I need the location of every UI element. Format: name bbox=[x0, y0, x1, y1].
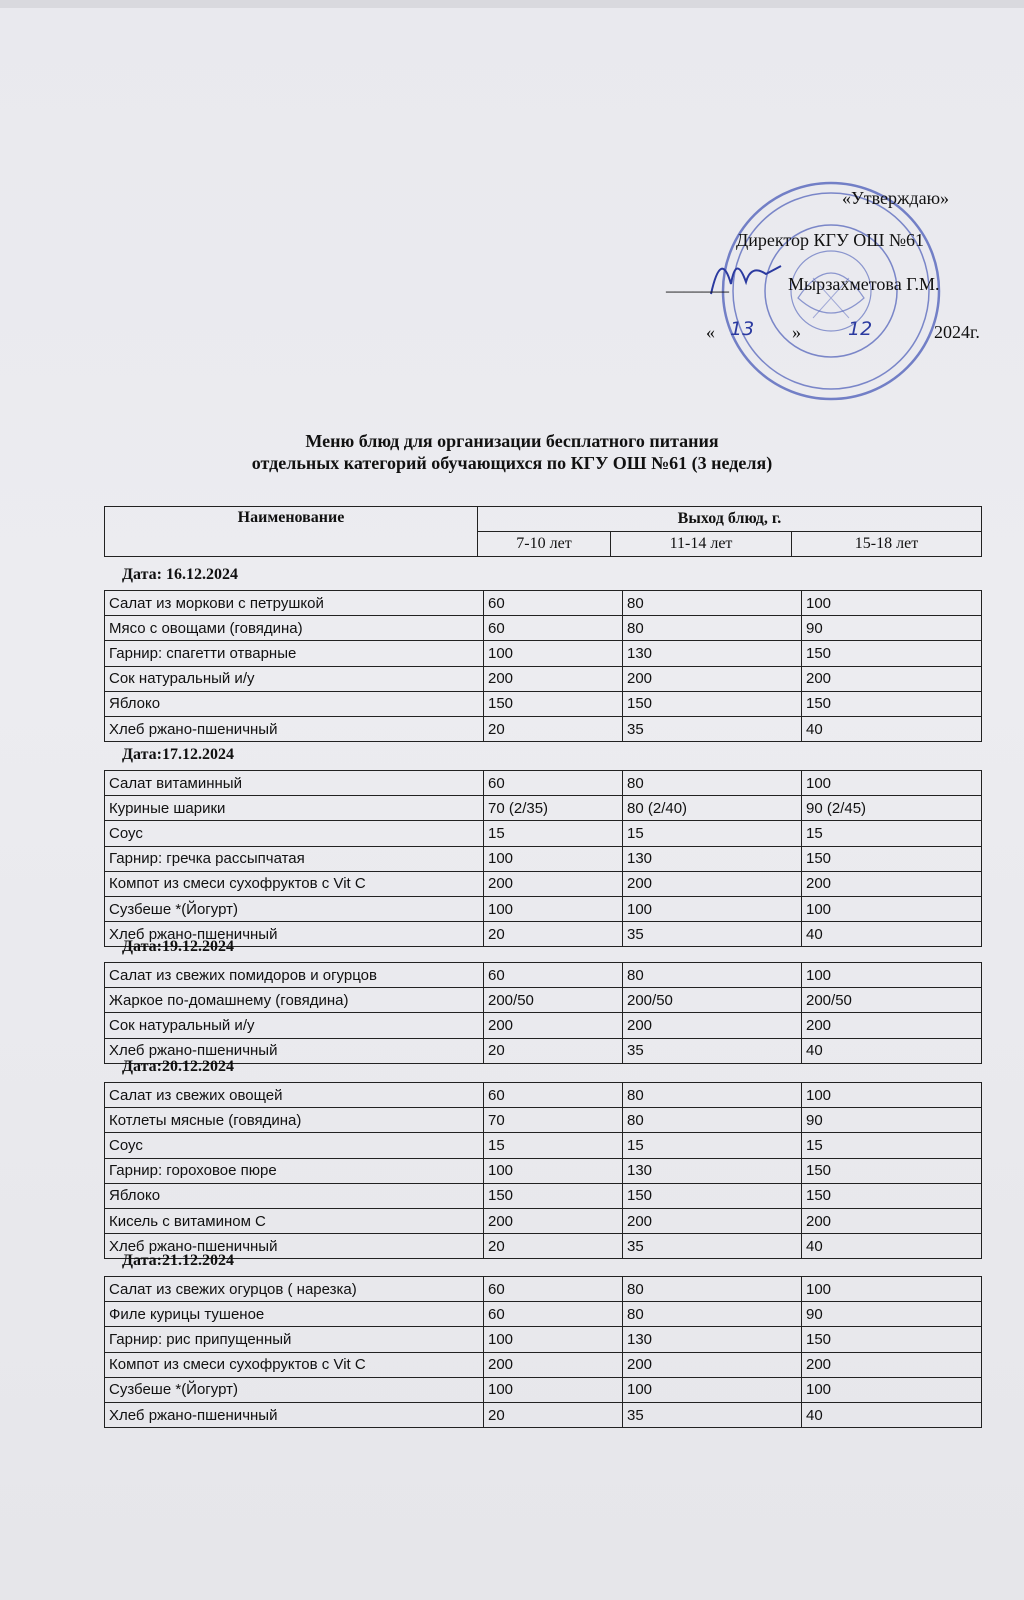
yield-15-18: 150 bbox=[802, 641, 982, 666]
director-name: Мырзахметова Г.М. bbox=[788, 274, 940, 294]
yield-11-14: 200 bbox=[623, 666, 802, 691]
page-title bbox=[0, 430, 1024, 474]
dish-name: Гарнир: спагетти отварные bbox=[105, 641, 484, 666]
yield-15-18: 90 bbox=[802, 1108, 982, 1133]
yield-11-14: 80 bbox=[623, 963, 802, 988]
dish-name: Филе курицы тушеное bbox=[105, 1302, 484, 1327]
yield-15-18: 100 bbox=[802, 1083, 982, 1108]
yield-7-10: 200 bbox=[484, 871, 623, 896]
yield-15-18: 200 bbox=[802, 1208, 982, 1233]
approval-year: 2024г. bbox=[934, 322, 980, 342]
yield-7-10: 20 bbox=[484, 1038, 623, 1063]
table-row bbox=[105, 1038, 982, 1063]
approval-date-mid: » bbox=[792, 322, 801, 342]
yield-7-10: 100 bbox=[484, 846, 623, 871]
yield-11-14: 80 bbox=[623, 616, 802, 641]
table-row bbox=[105, 1013, 982, 1038]
dish-name: Салат из свежих помидоров и огурцов bbox=[105, 963, 484, 988]
yield-15-18: 15 bbox=[802, 821, 982, 846]
header-age-7-10: 7-10 лет bbox=[478, 532, 611, 557]
dish-name: Гарнир: гороховое пюре bbox=[105, 1158, 484, 1183]
dish-name: Куриные шарики bbox=[105, 796, 484, 821]
day-menu-table bbox=[104, 1276, 982, 1428]
yield-11-14: 35 bbox=[623, 716, 802, 741]
yield-7-10: 100 bbox=[484, 1158, 623, 1183]
dish-name: Мясо с овощами (говядина) bbox=[105, 616, 484, 641]
yield-11-14: 15 bbox=[623, 1133, 802, 1158]
day-menu-table bbox=[104, 770, 982, 947]
yield-7-10: 100 bbox=[484, 896, 623, 921]
table-row bbox=[105, 1158, 982, 1183]
dish-name: Салат из свежих огурцов ( нарезка) bbox=[105, 1277, 484, 1302]
table-row bbox=[105, 896, 982, 921]
dish-name: Компот из смеси сухофруктов с Vit C bbox=[105, 1352, 484, 1377]
yield-7-10: 100 bbox=[484, 641, 623, 666]
yield-7-10: 200 bbox=[484, 1013, 623, 1038]
yield-11-14: 150 bbox=[623, 1183, 802, 1208]
yield-15-18: 40 bbox=[802, 1038, 982, 1063]
yield-7-10: 60 bbox=[484, 1277, 623, 1302]
yield-11-14: 130 bbox=[623, 1327, 802, 1352]
signature-line: _______ bbox=[666, 274, 729, 294]
dish-name: Сузбеше *(Йогурт) bbox=[105, 1377, 484, 1402]
yield-11-14: 80 bbox=[623, 1302, 802, 1327]
yield-11-14: 200/50 bbox=[623, 988, 802, 1013]
yield-11-14: 130 bbox=[623, 846, 802, 871]
dish-name: Соус bbox=[105, 821, 484, 846]
table-row bbox=[105, 796, 982, 821]
yield-15-18: 100 bbox=[802, 896, 982, 921]
day-menu-table bbox=[104, 590, 982, 742]
title-line-2: отдельных категорий обучающихся по КГУ ОШ №61 (3 неделя) bbox=[251, 453, 773, 473]
title-line-1: Меню блюд для организации бесплатного питания bbox=[305, 431, 719, 451]
yield-7-10: 20 bbox=[484, 922, 623, 947]
yield-15-18: 150 bbox=[802, 1183, 982, 1208]
yield-15-18: 40 bbox=[802, 1402, 982, 1427]
yield-11-14: 130 bbox=[623, 1158, 802, 1183]
table-row bbox=[105, 846, 982, 871]
yield-11-14: 35 bbox=[623, 1402, 802, 1427]
yield-15-18: 200 bbox=[802, 871, 982, 896]
dish-name: Хлеб ржано-пшеничный bbox=[105, 922, 484, 947]
dish-name: Гарнир: гречка рассыпчатая bbox=[105, 846, 484, 871]
table-row bbox=[105, 1277, 982, 1302]
document-page bbox=[0, 8, 1024, 1600]
yield-7-10: 15 bbox=[484, 1133, 623, 1158]
dish-name: Котлеты мясные (говядина) bbox=[105, 1108, 484, 1133]
yield-11-14: 100 bbox=[623, 896, 802, 921]
table-row bbox=[105, 1352, 982, 1377]
yield-11-14: 80 bbox=[623, 1083, 802, 1108]
day-date: Дата:20.12.2024 bbox=[122, 1058, 234, 1075]
yield-11-14: 80 bbox=[623, 1277, 802, 1302]
yield-11-14: 200 bbox=[623, 871, 802, 896]
yield-7-10: 150 bbox=[484, 1183, 623, 1208]
yield-11-14: 200 bbox=[623, 1013, 802, 1038]
approval-heading: «Утверждаю» bbox=[842, 188, 950, 208]
yield-7-10: 150 bbox=[484, 691, 623, 716]
dish-name: Хлеб ржано-пшеничный bbox=[105, 1234, 484, 1259]
table-row bbox=[105, 716, 982, 741]
table-row bbox=[105, 821, 982, 846]
director-title: Директор КГУ ОШ №61 bbox=[736, 230, 925, 250]
yield-15-18: 40 bbox=[802, 716, 982, 741]
table-row bbox=[105, 988, 982, 1013]
table-row bbox=[105, 691, 982, 716]
dish-name: Гарнир: рис припущенный bbox=[105, 1327, 484, 1352]
yield-11-14: 80 (2/40) bbox=[623, 796, 802, 821]
yield-11-14: 35 bbox=[623, 922, 802, 947]
approval-day: 13 bbox=[730, 318, 755, 340]
yield-7-10: 60 bbox=[484, 771, 623, 796]
yield-7-10: 100 bbox=[484, 1327, 623, 1352]
yield-11-14: 15 bbox=[623, 821, 802, 846]
yield-11-14: 80 bbox=[623, 591, 802, 616]
yield-7-10: 60 bbox=[484, 963, 623, 988]
dish-name: Хлеб ржано-пшеничный bbox=[105, 1038, 484, 1063]
yield-15-18: 200/50 bbox=[802, 988, 982, 1013]
yield-15-18: 100 bbox=[802, 771, 982, 796]
dish-name: Компот из смеси сухофруктов с Vit C bbox=[105, 871, 484, 896]
yield-7-10: 60 bbox=[484, 1302, 623, 1327]
yield-11-14: 80 bbox=[623, 771, 802, 796]
yield-15-18: 200 bbox=[802, 1352, 982, 1377]
yield-15-18: 90 bbox=[802, 1302, 982, 1327]
yield-7-10: 200 bbox=[484, 666, 623, 691]
day-menu-table bbox=[104, 1082, 982, 1259]
table-row bbox=[105, 641, 982, 666]
dish-name: Сок натуральный и/у bbox=[105, 666, 484, 691]
day-date: Дата:21.12.2024 bbox=[122, 1252, 234, 1269]
yield-15-18: 150 bbox=[802, 846, 982, 871]
yield-11-14: 150 bbox=[623, 691, 802, 716]
yield-15-18: 150 bbox=[802, 1158, 982, 1183]
yield-7-10: 200 bbox=[484, 1352, 623, 1377]
yield-7-10: 100 bbox=[484, 1377, 623, 1402]
yield-7-10: 20 bbox=[484, 1402, 623, 1427]
table-row bbox=[105, 1402, 982, 1427]
table-row bbox=[105, 591, 982, 616]
yield-11-14: 100 bbox=[623, 1377, 802, 1402]
yield-15-18: 200 bbox=[802, 666, 982, 691]
yield-7-10: 60 bbox=[484, 591, 623, 616]
dish-name: Салат витаминный bbox=[105, 771, 484, 796]
day-date: Дата: 16.12.2024 bbox=[122, 566, 238, 583]
yield-7-10: 200 bbox=[484, 1208, 623, 1233]
yield-15-18: 90 bbox=[802, 616, 982, 641]
dish-name: Соус bbox=[105, 1133, 484, 1158]
dish-name: Сузбеше *(Йогурт) bbox=[105, 896, 484, 921]
table-row bbox=[105, 1108, 982, 1133]
day-menu-table bbox=[104, 962, 982, 1064]
yield-15-18: 100 bbox=[802, 591, 982, 616]
header-age-15-18: 15-18 лет bbox=[792, 532, 982, 557]
table-row bbox=[105, 771, 982, 796]
table-row bbox=[105, 616, 982, 641]
header-age-11-14: 11-14 лет bbox=[611, 532, 792, 557]
dish-name: Салат из свежих овощей bbox=[105, 1083, 484, 1108]
day-date: Дата:17.12.2024 bbox=[122, 746, 234, 763]
table-row bbox=[105, 922, 982, 947]
yield-11-14: 200 bbox=[623, 1208, 802, 1233]
dish-name: Хлеб ржано-пшеничный bbox=[105, 716, 484, 741]
yield-7-10: 15 bbox=[484, 821, 623, 846]
dish-name: Салат из моркови с петрушкой bbox=[105, 591, 484, 616]
yield-15-18: 40 bbox=[802, 1234, 982, 1259]
table-row bbox=[105, 963, 982, 988]
yield-11-14: 130 bbox=[623, 641, 802, 666]
table-row bbox=[105, 1377, 982, 1402]
yield-15-18: 100 bbox=[802, 1277, 982, 1302]
dish-name: Хлеб ржано-пшеничный bbox=[105, 1402, 484, 1427]
header-name: Наименование bbox=[105, 507, 478, 557]
yield-15-18: 150 bbox=[802, 1327, 982, 1352]
table-row bbox=[105, 1083, 982, 1108]
yield-15-18: 150 bbox=[802, 691, 982, 716]
table-row bbox=[105, 871, 982, 896]
yield-7-10: 200/50 bbox=[484, 988, 623, 1013]
table-row bbox=[105, 1208, 982, 1233]
yield-11-14: 200 bbox=[623, 1352, 802, 1377]
day-date: Дата:19.12.2024 bbox=[122, 938, 234, 955]
dish-name: Жаркое по-домашнему (говядина) bbox=[105, 988, 484, 1013]
yield-15-18: 200 bbox=[802, 1013, 982, 1038]
yield-7-10: 20 bbox=[484, 1234, 623, 1259]
dish-name: Яблоко bbox=[105, 1183, 484, 1208]
dish-name: Сок натуральный и/у bbox=[105, 1013, 484, 1038]
table-row bbox=[105, 1234, 982, 1259]
yield-7-10: 70 (2/35) bbox=[484, 796, 623, 821]
dish-name: Кисель с витамином С bbox=[105, 1208, 484, 1233]
menu-header-table bbox=[104, 506, 982, 557]
table-row bbox=[105, 1302, 982, 1327]
table-row bbox=[105, 666, 982, 691]
yield-15-18: 90 (2/45) bbox=[802, 796, 982, 821]
yield-11-14: 80 bbox=[623, 1108, 802, 1133]
yield-15-18: 40 bbox=[802, 922, 982, 947]
approval-date-open: « bbox=[706, 322, 715, 342]
yield-7-10: 60 bbox=[484, 1083, 623, 1108]
yield-7-10: 20 bbox=[484, 716, 623, 741]
yield-7-10: 70 bbox=[484, 1108, 623, 1133]
yield-11-14: 35 bbox=[623, 1234, 802, 1259]
yield-15-18: 100 bbox=[802, 1377, 982, 1402]
yield-11-14: 35 bbox=[623, 1038, 802, 1063]
table-row bbox=[105, 1183, 982, 1208]
header-yield: Выход блюд, г. bbox=[478, 507, 982, 532]
yield-7-10: 60 bbox=[484, 616, 623, 641]
dish-name: Яблоко bbox=[105, 691, 484, 716]
yield-15-18: 100 bbox=[802, 963, 982, 988]
table-row bbox=[105, 1327, 982, 1352]
yield-15-18: 15 bbox=[802, 1133, 982, 1158]
approval-month: 12 bbox=[848, 318, 873, 340]
table-row bbox=[105, 1133, 982, 1158]
